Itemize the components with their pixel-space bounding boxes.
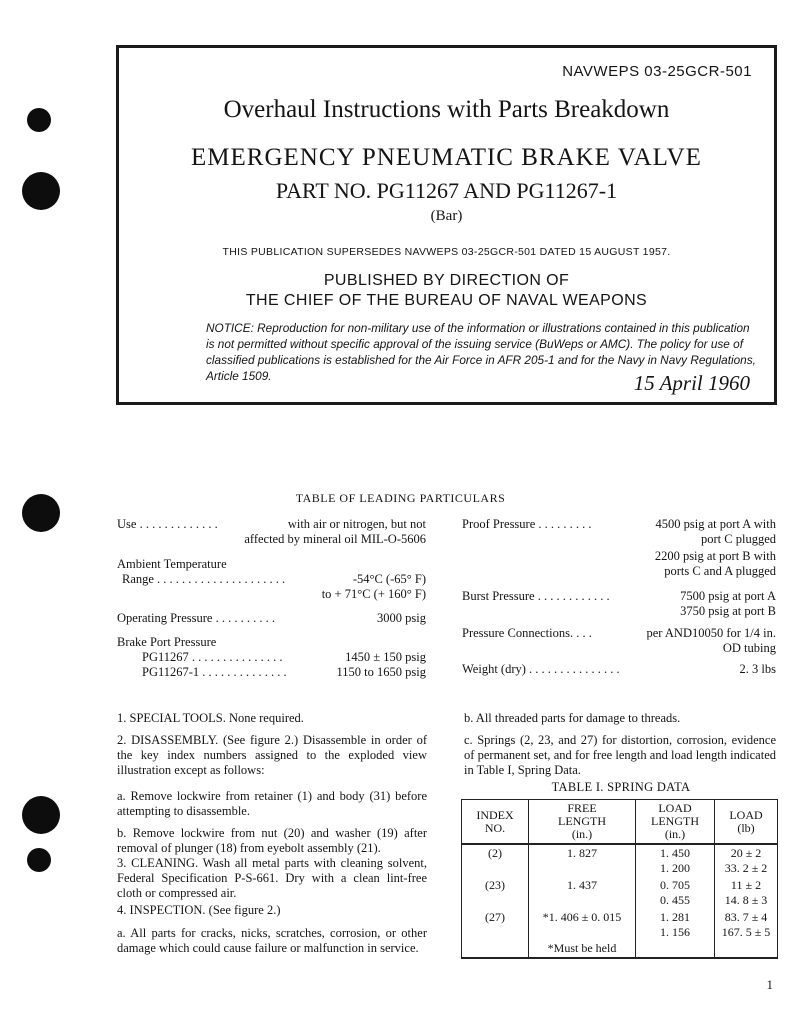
cover-box [116, 45, 777, 405]
published-by-line-2: THE CHIEF OF THE BUREAU OF NAVAL WEAPONS [245, 292, 648, 309]
disassembly-step-a: a. Remove lockwire from retainer (1) and body (31) before attempting to disassemble. [117, 789, 427, 818]
document-heading: Overhaul Instructions with Parts Breakdown [223, 96, 670, 123]
special-tools-paragraph: 1. SPECIAL TOOLS. None required. [117, 711, 304, 725]
cell-load-length: 1. 281 1. 156 [636, 909, 715, 958]
weight-value: 2. 3 lbs [739, 662, 776, 676]
header-index: INDEX NO. [462, 800, 529, 845]
page-number: 1 [766, 977, 773, 992]
spring-table-header-row [462, 800, 778, 845]
cell-index: (2) [462, 844, 529, 877]
inspection-step-a: a. All parts for cracks, nicks, scratches, corrosion, or other damage which could cause failure or malfunction in service. [117, 926, 427, 955]
ambient-temperature-label: Ambient Temperature [117, 557, 227, 571]
cell-index: (23) [462, 877, 529, 909]
cell-load: 11 ± 2 14. 8 ± 3 [715, 877, 778, 909]
proof-pressure-value-1: 4500 psig at port A with [655, 517, 776, 531]
cell-index: (27) [462, 909, 529, 958]
spring-table-title: TABLE I. SPRING DATA [551, 780, 691, 794]
header-free-length: FREE LENGTH (in.) [529, 800, 636, 845]
range-value-1: -54°C (-65° F) [352, 572, 426, 586]
pg11267-label: PG11267 . . . . . . . . . . . . . . . [142, 650, 283, 664]
pg11267-1-value: 1150 to 1650 psig [336, 665, 426, 679]
spring-data-table [461, 799, 778, 959]
notice-text: NOTICE: Reproduction for non-military use of the information or illustrations contained in this publication is not permitted without specific approval of the issuing service (BuWeps or AMC). The policy for use of classified publications is established for the Air Force in AFR 205-1 and for the Navy in Navy Regulations, Article 1509. [206, 321, 756, 383]
binder-hole-4 [22, 796, 60, 834]
table-row [462, 909, 778, 958]
table-row [462, 844, 778, 877]
cell-free-length: *1. 406 ± 0. 015 *Must be held [529, 909, 636, 958]
part-number: PART NO. PG11267 AND PG11267-1 [275, 178, 618, 203]
pg11267-value: 1450 ± 150 psig [345, 650, 426, 664]
pressure-connections-value-2: OD tubing [722, 641, 776, 655]
burst-pressure-value-2: 3750 psig at port B [680, 604, 776, 618]
pressure-connections-value-1: per AND10050 for 1/4 in. [646, 626, 776, 640]
use-value-1: with air or nitrogen, but not [287, 517, 426, 531]
supersedes-line: THIS PUBLICATION SUPERSEDES NAVWEPS 03-25GCR-501 DATED 15 AUGUST 1957. [222, 246, 671, 258]
weight-label: Weight (dry) . . . . . . . . . . . . . . . [462, 662, 620, 676]
published-by-line-1: PUBLISHED BY DIRECTION OF [323, 272, 570, 289]
disassembly-paragraph: 2. DISASSEMBLY. (See figure 2.) Disassemble in order of the key index numbers assigned to the exploded view illustration except as follows: [117, 733, 427, 777]
operating-pressure-value: 3000 psig [377, 611, 426, 625]
pg11267-1-label: PG11267-1 . . . . . . . . . . . . . . [142, 665, 287, 679]
operating-pressure-label: Operating Pressure . . . . . . . . . . [117, 611, 275, 625]
disassembly-step-b: b. Remove lockwire from nut (20) and washer (19) after removal of plunger (18) from eyebolt assembly (21). [117, 826, 427, 855]
burst-pressure-value-1: 7500 psig at port A [680, 589, 776, 603]
proof-pressure-value-4: ports C and A plugged [664, 564, 776, 578]
leading-particulars-title: TABLE OF LEADING PARTICULARS [295, 491, 506, 505]
pressure-connections-label: Pressure Connections. . . . [462, 626, 592, 640]
inspection-paragraph: 4. INSPECTION. (See figure 2.) [117, 903, 281, 917]
proof-pressure-value-3: 2200 psig at port B with [654, 549, 776, 563]
manufacturer: (Bar) [430, 208, 463, 224]
free-length-footnote: *Must be held [547, 941, 617, 955]
binder-hole-2 [22, 172, 60, 210]
publication-number: NAVWEPS 03-25GCR-501 [562, 63, 752, 80]
inspection-step-b: b. All threaded parts for damage to threads. [464, 711, 681, 725]
cell-load-length: 1. 450 1. 200 [636, 844, 715, 877]
cell-load: 83. 7 ± 4 167. 5 ± 5 [715, 909, 778, 958]
range-value-2: to + 71°C (+ 160° F) [321, 587, 426, 601]
header-load-length: LOAD LENGTH (in.) [636, 800, 715, 845]
document-title: EMERGENCY PNEUMATIC BRAKE VALVE [191, 144, 702, 171]
brake-port-pressure-label: Brake Port Pressure [117, 635, 217, 649]
proof-pressure-value-2: port C plugged [701, 532, 776, 546]
burst-pressure-label: Burst Pressure . . . . . . . . . . . . [462, 589, 610, 603]
header-load: LOAD (lb) [715, 800, 778, 845]
binder-hole-5 [27, 848, 51, 872]
use-value-2: affected by mineral oil MIL-O-5606 [244, 532, 426, 546]
use-label: Use . . . . . . . . . . . . . [117, 517, 218, 531]
proof-pressure-label: Proof Pressure . . . . . . . . . [462, 517, 592, 531]
cell-free-length: 1. 827 [529, 844, 636, 877]
cell-load: 20 ± 2 33. 2 ± 2 [715, 844, 778, 877]
binder-hole-1 [27, 108, 51, 132]
range-label: Range . . . . . . . . . . . . . . . . . . . . . [122, 572, 286, 586]
publication-date: 15 April 1960 [633, 371, 750, 395]
cell-free-length: 1. 437 [529, 877, 636, 909]
table-row [462, 877, 778, 909]
cleaning-paragraph: 3. CLEANING. Wash all metal parts with cleaning solvent, Federal Specification P-S-661. Dry with a clean lint-free cloth or compressed air. [117, 856, 427, 900]
inspection-step-c: c. Springs (2, 23, and 27) for distortion, corrosion, evidence of permanent set, and for free length and load length indicated in Table I, Spring Data. [464, 733, 776, 777]
cell-load-length: 0. 705 0. 455 [636, 877, 715, 909]
